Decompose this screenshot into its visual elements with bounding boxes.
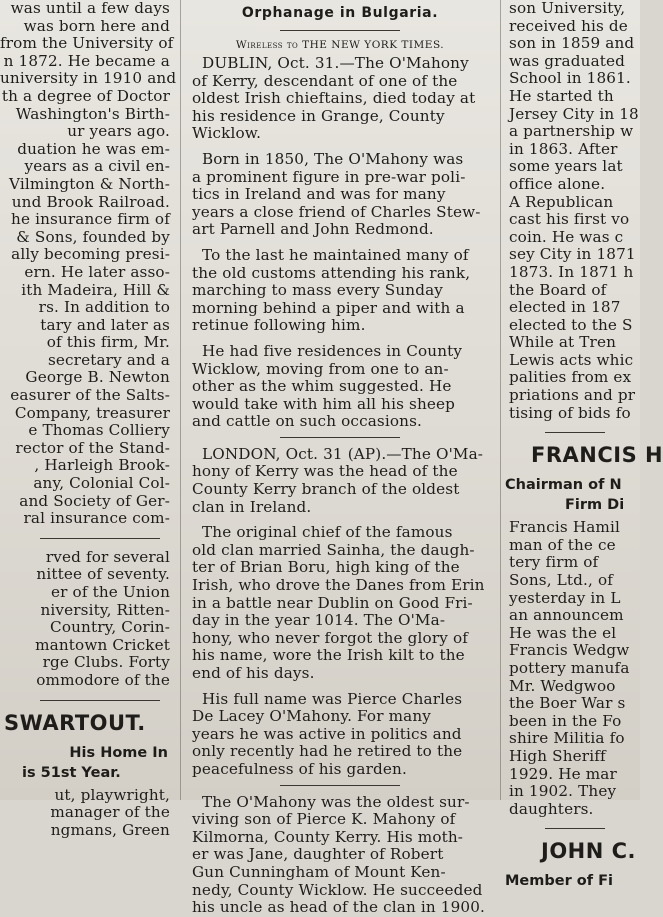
text-line: rs. In addition to — [38, 298, 170, 317]
text-line: morning behind a piper and with a — [192, 298, 465, 317]
text-line: of Kerry, descendant of one of the — [192, 71, 458, 90]
text-line: & Sons, founded by — [16, 227, 170, 246]
wireless-credit: Wireless to THE NEW YORK TIMES. — [235, 39, 445, 51]
text-line: was until a few days — [10, 0, 170, 17]
text-line: , Harleigh Brook- — [34, 456, 170, 475]
text-line: County Kerry branch of the oldest — [192, 480, 460, 499]
text-line: While at Tren — [509, 333, 617, 352]
text-line: nittee of seventy. — [36, 565, 170, 584]
text-line: School in 1861. — [509, 69, 631, 88]
section-rule — [545, 828, 605, 829]
text-line: some years lat — [509, 157, 623, 176]
right-top-text — [505, 0, 645, 422]
text-line: Sons, Ltd., of — [509, 571, 614, 590]
text-line: und Brook Railroad. — [11, 192, 170, 211]
text-line: a partnership w — [509, 122, 634, 141]
text-line: rector of the Stand- — [15, 438, 170, 457]
text-line: Country, Corin- — [50, 618, 170, 637]
text-line: The original chief of the famous — [202, 523, 453, 542]
text-line: tising of bids fo — [509, 403, 631, 422]
text-line: rge Clubs. Forty — [42, 653, 170, 672]
text-line: Born in 1850, The O'Mahony was — [202, 149, 464, 168]
text-line: Wicklow, moving from one to an- — [192, 359, 449, 378]
middle-column — [184, 0, 496, 917]
text-line: Wicklow. — [192, 124, 262, 143]
text-line: elected to the S — [509, 315, 633, 334]
section-rule — [40, 700, 160, 701]
text-line: his residence in Grange, County — [192, 106, 445, 125]
text-line: High Sheriff — [509, 746, 606, 765]
text-line: priations and pr — [509, 386, 636, 405]
text-line: the Board of — [509, 280, 607, 299]
text-line: ral insurance com- — [23, 509, 170, 528]
text-line: manager of the — [50, 803, 170, 822]
section-rule — [280, 785, 400, 786]
section-rule — [40, 538, 160, 539]
text-line: Kilmorna, County Kerry. His moth- — [192, 827, 464, 846]
article-paragraph — [184, 794, 496, 917]
left-top-text — [0, 0, 177, 528]
text-line: old clan married Sainha, the daugh- — [192, 540, 475, 559]
text-line: day in the year 1014. The O'Ma- — [192, 611, 446, 630]
text-line: niversity, Ritten- — [40, 600, 170, 619]
article-body — [184, 55, 496, 917]
text-line: e Thomas Colliery — [28, 421, 170, 440]
text-line: art Parnell and John Redmond. — [192, 220, 434, 239]
headline-francis: FRANCIS H — [531, 443, 663, 468]
left-column — [0, 0, 177, 839]
text-line: duation he was em- — [17, 139, 170, 158]
text-line: tery firm of — [509, 553, 599, 572]
text-line: was graduated — [509, 51, 626, 70]
text-line: and cattle on such occasions. — [192, 412, 423, 431]
text-line: ith Madeira, Hill & — [21, 280, 170, 299]
right-mid-text — [505, 519, 645, 818]
text-line: rved for several — [45, 547, 170, 566]
text-line: Francis Hamil — [509, 518, 620, 537]
text-line: years he was active in politics and — [192, 724, 462, 743]
text-line: n 1872. He became a — [3, 51, 170, 70]
text-line: son University, — [509, 0, 626, 17]
text-line: the Boer War s — [509, 694, 626, 713]
text-line: only recently had he retired to the — [192, 742, 463, 761]
article-paragraph — [184, 247, 496, 335]
text-line: He had five residences in County — [202, 341, 463, 360]
text-line: in 1902. They — [509, 782, 617, 801]
left-end-text — [0, 787, 174, 840]
text-line: university in 1910 and — [0, 69, 177, 88]
section-rule — [545, 432, 605, 433]
text-line: DUBLIN, Oct. 31.—The O'Mahony — [202, 54, 469, 72]
subhead-line: is 51st Year. — [22, 764, 121, 781]
text-line: ern. He later asso- — [24, 262, 170, 281]
left-bottom-text — [0, 549, 174, 690]
text-line: nedy, County Wicklow. He succeeded — [192, 880, 483, 899]
text-line: His full name was Pierce Charles — [202, 689, 463, 708]
text-line: Francis Wedgw — [509, 641, 630, 660]
text-line: ut, playwright, — [54, 785, 170, 804]
text-line: of this firm, Mr. — [46, 333, 170, 352]
text-line: an announcem — [509, 606, 624, 625]
article-headline: Orphanage in Bulgaria. — [241, 5, 439, 21]
text-line: and Society of Ger- — [19, 491, 170, 510]
section-rule — [280, 30, 400, 31]
headline-john: JOHN C. — [541, 839, 637, 864]
text-line: ur years ago. — [67, 122, 170, 141]
subhead-line: Member of Fi — [505, 873, 613, 890]
subhead-line: Chairman of N — [505, 477, 622, 494]
text-line: oldest Irish chieftains, died today at — [192, 89, 476, 108]
text-line: Mr. Wedgwoo — [509, 676, 616, 695]
text-line: tics in Ireland and was for many — [192, 185, 446, 204]
text-line: marching to mass every Sunday — [192, 281, 444, 300]
text-line: hony, who never forgot the glory of — [192, 628, 469, 647]
text-line: office alone. — [509, 174, 606, 193]
text-line: would take with him all his sheep — [192, 394, 456, 413]
subhead-line: His Home In — [69, 744, 168, 761]
text-line: The O'Mahony was the oldest sur- — [202, 792, 470, 811]
article-paragraph — [184, 55, 496, 143]
text-line: clan in Ireland. — [192, 497, 312, 516]
column-rule — [500, 0, 501, 800]
text-line: end of his days. — [192, 664, 315, 682]
text-line: years as a civil en- — [24, 157, 170, 176]
text-line: Jersey City in 18 — [509, 104, 639, 123]
text-line: To the last he maintained many of — [202, 245, 469, 264]
text-line: received his de — [509, 16, 628, 35]
text-line: a prominent figure in pre-war poli- — [192, 167, 466, 186]
text-line: He was the el — [509, 623, 617, 642]
text-line: er of the Union — [51, 583, 170, 601]
text-line: any, Colonial Col- — [33, 474, 170, 493]
text-line: in a battle near Dublin on Good Fri- — [192, 593, 473, 612]
text-line: George B. Newton — [25, 368, 170, 387]
text-line: son in 1859 and — [509, 34, 635, 53]
article-paragraph — [184, 524, 496, 682]
text-line: was born here and — [23, 16, 170, 35]
text-line: in 1863. After — [509, 139, 618, 158]
text-line: sey City in 1871 — [509, 245, 636, 264]
text-line: er was Jane, daughter of Robert — [192, 845, 444, 864]
text-line: years a close friend of Charles Stew- — [192, 202, 481, 221]
text-line: the old customs attending his rank, — [192, 263, 471, 282]
text-line: Company, treasurer — [14, 403, 170, 422]
text-line: De Lacey O'Mahony. For many — [192, 707, 431, 726]
text-line: coin. He was c — [509, 227, 624, 246]
text-line: he insurance firm of — [11, 210, 170, 229]
text-line: other as the whim suggested. He — [192, 377, 452, 396]
text-line: peacefulness of his garden. — [192, 759, 407, 778]
text-line: palities from ex — [509, 368, 632, 387]
subhead-line: Firm Di — [565, 497, 625, 514]
article-paragraph — [184, 343, 496, 431]
text-line: He started th — [509, 86, 614, 105]
text-line: Vilmington & North- — [9, 174, 170, 193]
text-line: pottery manufa — [509, 659, 630, 677]
column-rule — [180, 0, 181, 800]
text-line: tary and later as — [40, 315, 170, 334]
text-line: retinue following him. — [192, 316, 366, 335]
text-line: Gun Cunningham of Mount Ken- — [192, 862, 446, 881]
text-line: secretary and a — [47, 350, 170, 369]
right-column — [505, 0, 663, 891]
text-line: his name, wore the Irish kilt to the — [192, 646, 465, 665]
text-line: mantown Cricket — [35, 635, 170, 654]
text-line: ngmans, Green — [50, 820, 170, 839]
text-line: A Republican — [509, 192, 614, 211]
text-line: from the University of — [0, 34, 174, 53]
article-paragraph — [184, 446, 496, 516]
text-line: his uncle as head of the clan in 1900. — [192, 898, 486, 917]
text-line: easurer of the Salts- — [10, 386, 170, 405]
text-line: Irish, who drove the Danes from Erin — [192, 576, 485, 595]
article-paragraph — [184, 151, 496, 239]
text-line: th a degree of Doctor — [1, 86, 170, 105]
text-line: elected in 187 — [509, 298, 621, 317]
text-line: Lewis acts whic — [509, 350, 634, 369]
text-line: ommodore of the — [36, 670, 170, 689]
text-line: been in the Fo — [509, 711, 622, 730]
text-line: shire Militia fo — [509, 729, 625, 748]
text-line: ter of Brian Boru, high king of the — [192, 558, 460, 577]
text-line: 1873. In 1871 h — [509, 262, 634, 281]
text-line: hony of Kerry was the head of the — [192, 462, 458, 481]
text-line: viving son of Pierce K. Mahony of — [192, 810, 456, 829]
text-line: 1929. He mar — [509, 764, 617, 783]
headline-swartout: SWARTOUT. — [4, 710, 146, 735]
text-line: ally becoming presi- — [11, 245, 170, 264]
text-line: daughters. — [509, 799, 594, 818]
text-line: LONDON, Oct. 31 (AP).—The O'Ma- — [202, 444, 484, 463]
section-rule — [280, 437, 400, 438]
article-paragraph — [184, 691, 496, 779]
text-line: cast his first vo — [509, 210, 630, 229]
text-line: Washington's Birth- — [15, 104, 170, 123]
text-line: yesterday in L — [509, 588, 621, 607]
text-line: man of the ce — [509, 535, 616, 554]
